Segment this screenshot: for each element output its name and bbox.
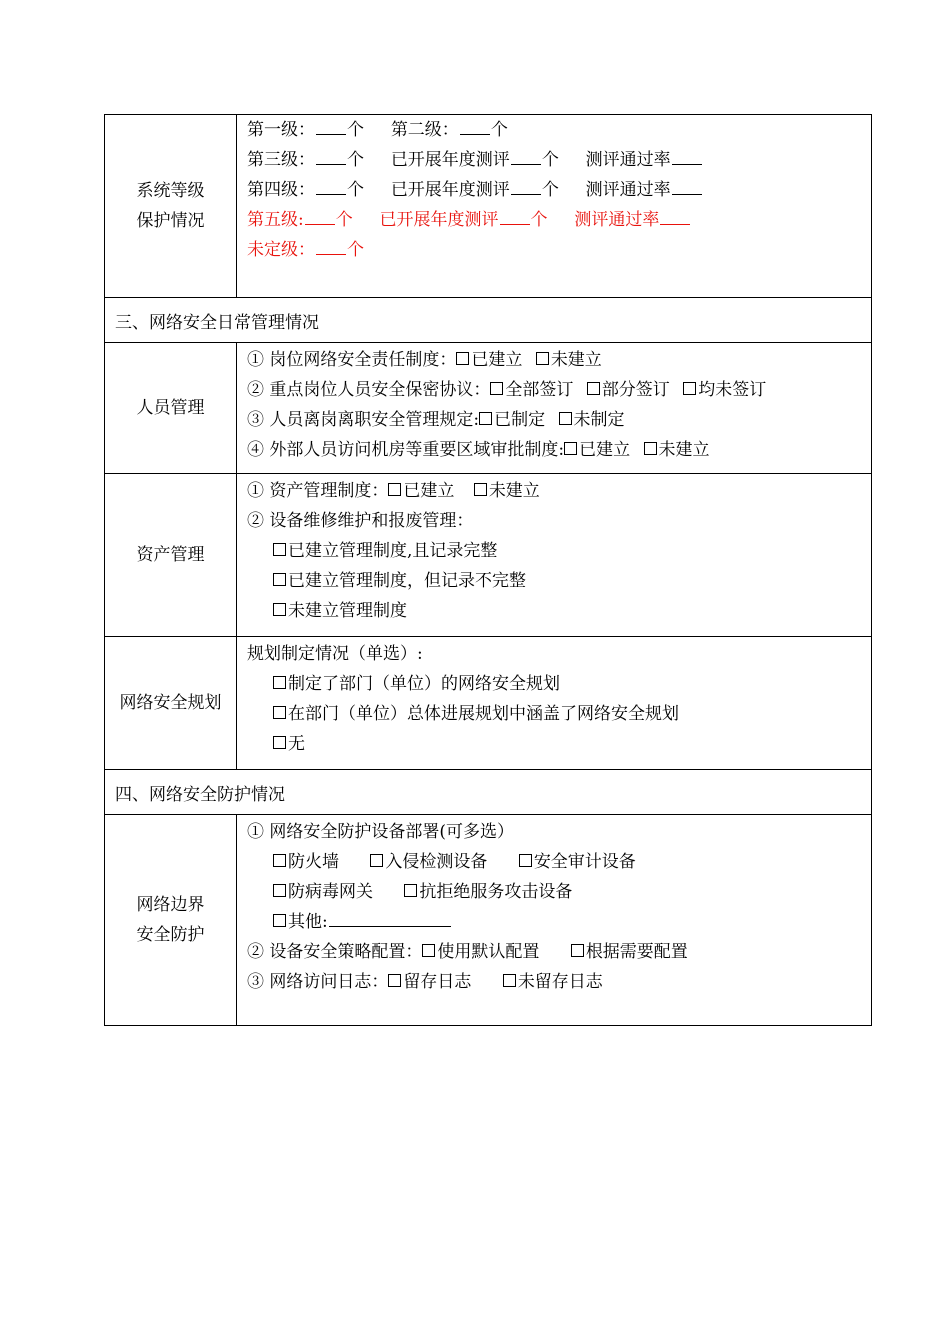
option-label: 已建立 <box>403 481 455 501</box>
level4-count-blank[interactable] <box>316 177 346 195</box>
option-label: 留存日志 <box>403 972 472 992</box>
checkbox[interactable] <box>456 352 469 365</box>
checkbox[interactable] <box>273 573 286 586</box>
boundary-item-1-text: 网络安全防护设备部署(可多选） <box>269 822 515 842</box>
option-label: 已建立管理制度,且记录完整 <box>288 541 498 561</box>
unit-text: 个 <box>490 120 508 140</box>
level5-count-blank[interactable] <box>305 207 335 225</box>
unit-text: 个 <box>541 180 559 200</box>
level5-rate-blank[interactable] <box>660 207 690 225</box>
level3-label: 第三级： <box>247 150 315 170</box>
planning-option-1 <box>247 669 871 699</box>
boundary-item-3 <box>247 967 871 997</box>
level3-rate-blank[interactable] <box>672 147 702 165</box>
personnel-row <box>105 343 872 474</box>
personnel-label: 人员管理 <box>105 343 237 474</box>
boundary-item-2 <box>247 937 871 967</box>
assets-option-3 <box>247 596 871 626</box>
checkbox[interactable] <box>519 854 532 867</box>
grading-row <box>105 115 872 298</box>
item-number: ① <box>247 822 264 842</box>
annual-eval-label: 已开展年度测评 <box>379 210 499 230</box>
option-label: 无 <box>288 734 305 754</box>
option-label: 未建立管理制度 <box>288 601 407 621</box>
grading-line-3 <box>247 145 871 175</box>
checkbox[interactable] <box>422 944 435 957</box>
checkbox[interactable] <box>683 382 696 395</box>
level4-eval-blank[interactable] <box>511 177 541 195</box>
devices-row-1 <box>247 847 871 877</box>
option-label: 已建立 <box>471 350 523 370</box>
checkbox[interactable] <box>564 442 577 455</box>
checkbox[interactable] <box>273 676 286 689</box>
level4-rate-blank[interactable] <box>672 177 702 195</box>
option-label: 未建立 <box>550 350 602 370</box>
checkbox[interactable] <box>474 483 487 496</box>
item-number: ④ <box>247 440 264 460</box>
option-label: 安全审计设备 <box>533 852 636 872</box>
planning-content-cell <box>237 637 872 770</box>
checkbox[interactable] <box>388 974 401 987</box>
level5-label: 第五级: <box>247 210 304 230</box>
level3-eval-blank[interactable] <box>511 147 541 165</box>
item-number: ③ <box>247 410 264 430</box>
grading-label-line2: 保护情况 <box>136 211 205 231</box>
grading-line-1 <box>247 115 871 145</box>
assets-item-1-text: 资产管理制度： <box>269 481 389 501</box>
checkbox[interactable] <box>536 352 549 365</box>
personnel-content-cell <box>237 343 872 474</box>
personnel-item-2 <box>247 375 871 405</box>
checkbox[interactable] <box>273 914 286 927</box>
checkbox[interactable] <box>479 412 492 425</box>
section3-title: 三、网络安全日常管理情况 <box>105 298 872 343</box>
unrated-blank[interactable] <box>316 237 346 255</box>
option-label: 未制定 <box>573 410 625 430</box>
option-label: 全部签订 <box>505 380 574 400</box>
personnel-item-1 <box>247 345 871 375</box>
checkbox[interactable] <box>273 884 286 897</box>
checkbox[interactable] <box>490 382 503 395</box>
planning-option-3 <box>247 729 871 759</box>
option-label: 抗拒绝服务攻击设备 <box>419 882 573 902</box>
level5-eval-blank[interactable] <box>500 207 530 225</box>
option-label: 均未签订 <box>698 380 767 400</box>
assets-item-2-text: 设备维修维护和报废管理： <box>269 511 474 531</box>
personnel-item-2-text: 重点岗位人员安全保密协议： <box>269 380 491 400</box>
form-page <box>104 114 871 1026</box>
level3-count-blank[interactable] <box>316 147 346 165</box>
option-label: 已建立 <box>579 440 631 460</box>
checkbox[interactable] <box>273 603 286 616</box>
planning-option-2 <box>247 699 871 729</box>
section3-row <box>105 298 872 343</box>
checkbox[interactable] <box>404 884 417 897</box>
pass-rate-label: 测评通过率 <box>574 210 660 230</box>
devices-other <box>247 907 871 937</box>
personnel-item-1-text: 岗位网络安全责任制度： <box>269 350 457 370</box>
option-label: 未建立 <box>658 440 710 460</box>
assets-option-1 <box>247 536 871 566</box>
checkbox[interactable] <box>273 706 286 719</box>
boundary-label-line2: 安全防护 <box>136 925 205 945</box>
checkbox[interactable] <box>273 543 286 556</box>
assets-option-2 <box>247 566 871 596</box>
personnel-item-4 <box>247 435 871 465</box>
option-label: 使用默认配置 <box>437 942 540 962</box>
personnel-item-3 <box>247 405 871 435</box>
checkbox[interactable] <box>644 442 657 455</box>
checkbox[interactable] <box>370 854 383 867</box>
item-number: ② <box>247 511 264 531</box>
item-number: ① <box>247 481 264 501</box>
checkbox[interactable] <box>571 944 584 957</box>
boundary-content-cell <box>237 815 872 1026</box>
assets-label: 资产管理 <box>105 474 237 637</box>
option-label: 已建立管理制度，但记录不完整 <box>288 571 526 591</box>
unit-text: 个 <box>347 240 364 260</box>
grading-line-4 <box>247 175 871 205</box>
option-label: 未留存日志 <box>517 972 603 992</box>
level4-label: 第四级： <box>247 180 315 200</box>
item-number: ② <box>247 380 264 400</box>
planning-row <box>105 637 872 770</box>
option-label: 根据需要配置 <box>585 942 688 962</box>
grading-line-unrated <box>247 235 871 265</box>
planning-question: 规划制定情况（单选）: <box>247 644 423 664</box>
boundary-row <box>105 815 872 1026</box>
option-label: 防病毒网关 <box>288 882 373 902</box>
option-label: 部分签订 <box>601 380 670 400</box>
pass-rate-label: 测评通过率 <box>585 180 671 200</box>
boundary-item-2-text: 设备安全策略配置： <box>269 942 423 962</box>
option-label: 制定了部门（单位）的网络安全规划 <box>288 674 560 694</box>
checkbox[interactable] <box>559 412 572 425</box>
planning-label: 网络安全规划 <box>105 637 237 770</box>
assets-item-2 <box>247 506 871 536</box>
level2-blank[interactable] <box>460 117 490 135</box>
section4-row <box>105 770 872 815</box>
boundary-label-line1: 网络边界 <box>136 895 205 915</box>
other-blank[interactable] <box>329 909 451 927</box>
item-number: ③ <box>247 972 264 992</box>
boundary-item-3-text: 网络访问日志： <box>269 972 389 992</box>
level1-label: 第一级： <box>247 120 315 140</box>
item-number: ② <box>247 942 264 962</box>
other-label: 其他: <box>288 912 328 932</box>
personnel-item-4-text: 外部人员访问机房等重要区域审批制度: <box>269 440 565 460</box>
checkbox[interactable] <box>273 736 286 749</box>
assets-row <box>105 474 872 637</box>
option-label: 已制定 <box>494 410 546 430</box>
security-survey-table <box>104 114 872 1026</box>
section4-title: 四、网络安全防护情况 <box>105 770 872 815</box>
unit-text: 个 <box>335 210 353 230</box>
unrated-label: 未定级： <box>247 240 315 260</box>
unit-text: 个 <box>347 150 364 170</box>
unit-text: 个 <box>530 210 548 230</box>
grading-label-cell <box>105 115 237 298</box>
annual-eval-label: 已开展年度测评 <box>390 150 510 170</box>
unit-text: 个 <box>347 120 364 140</box>
pass-rate-label: 测评通过率 <box>585 150 671 170</box>
option-label: 防火墙 <box>288 852 339 872</box>
grading-content-cell <box>237 115 872 298</box>
grading-line-5 <box>247 205 871 235</box>
personnel-item-3-text: 人员离岗离职安全管理规定: <box>269 410 480 430</box>
grading-label-line1: 系统等级 <box>136 181 205 201</box>
checkbox[interactable] <box>273 854 286 867</box>
annual-eval-label: 已开展年度测评 <box>390 180 510 200</box>
level2-label: 第二级： <box>390 120 459 140</box>
assets-content-cell <box>237 474 872 637</box>
checkbox[interactable] <box>587 382 600 395</box>
unit-text: 个 <box>347 180 364 200</box>
boundary-item-1 <box>247 817 871 847</box>
checkbox[interactable] <box>503 974 516 987</box>
option-label: 入侵检测设备 <box>385 852 488 872</box>
checkbox[interactable] <box>388 483 401 496</box>
assets-item-1 <box>247 476 871 506</box>
item-number: ① <box>247 350 264 370</box>
option-label: 未建立 <box>488 481 540 501</box>
option-label: 在部门（单位）总体进展规划中涵盖了网络安全规划 <box>288 704 679 724</box>
boundary-label-cell <box>105 815 237 1026</box>
unit-text: 个 <box>541 150 559 170</box>
level1-blank[interactable] <box>316 117 346 135</box>
devices-row-2 <box>247 877 871 907</box>
